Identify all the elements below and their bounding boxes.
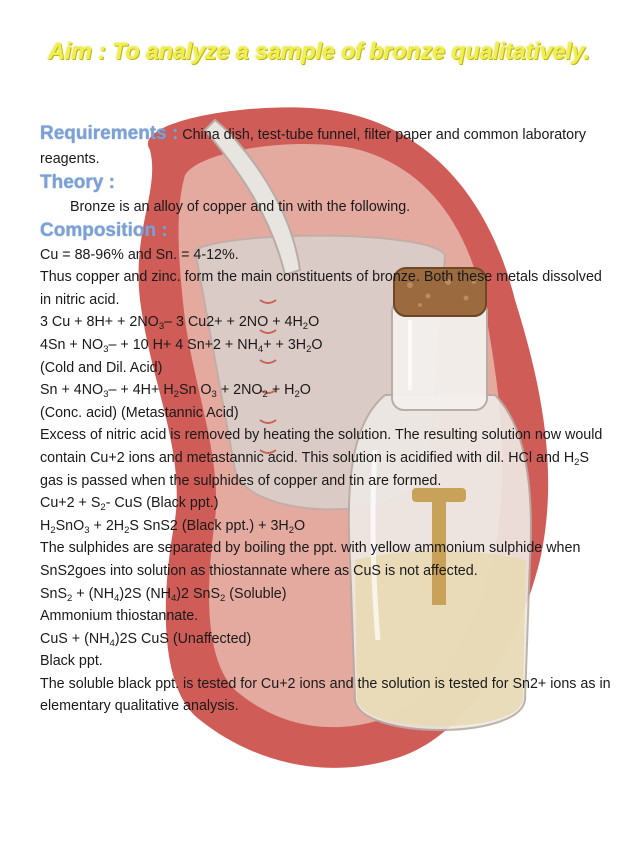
equation-5: $H_2SnO_3 + 2H_2S$ SnS2 (Black $ppt.) + 3H_2O$ (40, 517, 306, 536)
equation-6: $SnS_2 + (NH_4)2S$ $(NH_4)2$ SnS$_2$ (Soluble) (40, 585, 287, 604)
note-black-ppt: Black ppt. (40, 653, 103, 670)
requirements-text: China dish, test-tube funnel, filter paper and common laboratory reagents. (40, 127, 586, 167)
equation-1: 3 $Cu + 8H+ + 2NO_3-$ 3 $Cu2+ + 2NO + 4H_2O$ (40, 314, 320, 333)
composition-paragraph-4: The soluble black ppt. is tested for Cu+2 ions and the solution is tested for Sn2+ ions as in elementary qualitative analysis. (40, 675, 611, 715)
composition-heading: Composition : (40, 219, 168, 241)
requirements-heading: Requirements : (40, 123, 179, 144)
equation-3: $Sn + 4NO_3- + 4H+ H_2Sn$ $O_3 + 2NO_2 + H_2O$ (40, 382, 311, 401)
note-cold-dil-acid: (Cold and Dil. Acid) (40, 359, 163, 376)
composition-paragraph-3: The sulphides are separated by boiling the ppt. with yellow ammonium sulphide when SnS2goes into solution as thiostannate where as CuS is not affected. (40, 540, 581, 579)
theory-text: Bronze is an alloy of copper and tin with the following. (70, 199, 411, 215)
composition-paragraph-1: Thus copper and zinc. form the main constituents of bronze. Both these metals dissolved in nitric acid. (40, 269, 602, 308)
composition-heading-line (40, 219, 612, 244)
equation-2: $4Sn + NO_3- + 10$ H+ 4 $Sn+2 + NH_4+ + 3H_2O$ (40, 336, 323, 355)
note-conc-acid: (Conc. acid) (Metastannic Acid) (40, 404, 239, 421)
composition-paragraph-2: Excess of nitric acid is removed by heating the solution. The resulting solution now would contain Cu+2 ions and metastannic acid. This solution is acidified with dil. HCl and $H_2S$ gas is passed when the sulphides of copper and tin are formed. (40, 427, 603, 489)
equation-7: CuS + $(NH_4)2S$ CuS (Unaffected) (40, 630, 252, 649)
composition-line: Cu = 88-96% and Sn. = 4-12%. (40, 246, 239, 263)
document-body (40, 122, 612, 718)
requirements-paragraph (40, 122, 612, 171)
theory-heading: Theory : (40, 172, 115, 193)
equation-4: $Cu+2 + S_2-$ CuS (Black ppt.) (40, 495, 219, 514)
aim-title: Aim : To analyze a sample of bronze qualitatively. (48, 38, 590, 64)
theory-heading-line (40, 171, 612, 196)
note-ammonium-thiostannate: Ammonium thiostannate. (40, 608, 199, 625)
